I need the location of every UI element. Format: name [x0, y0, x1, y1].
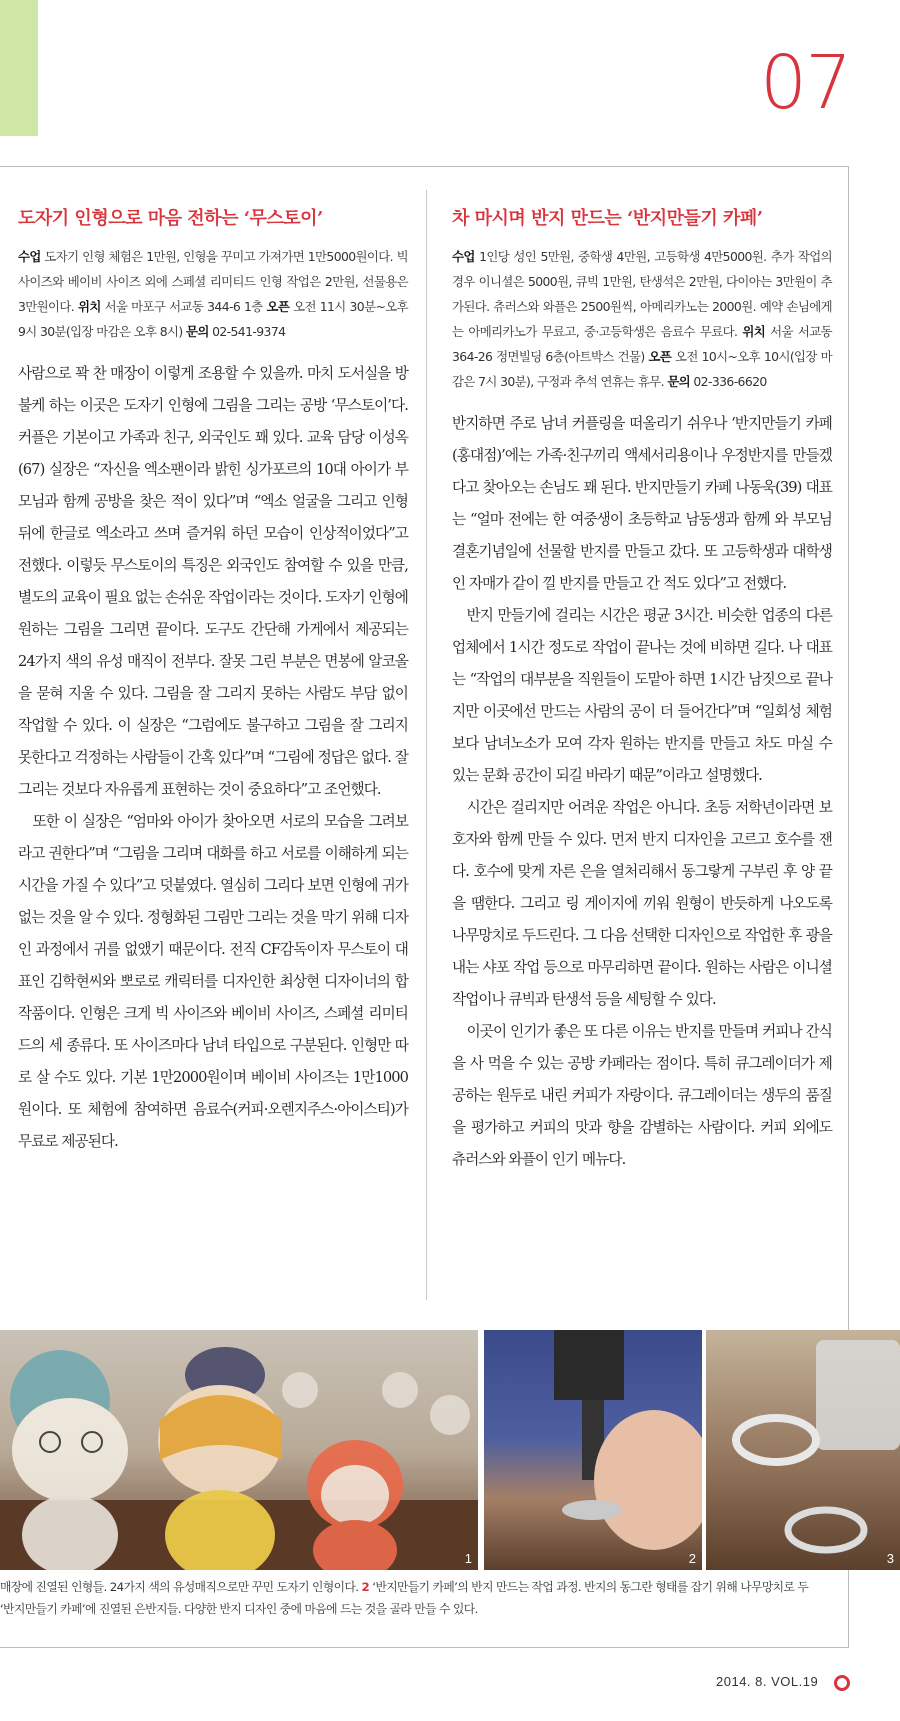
info-value: 02-541-9374 [208, 324, 286, 339]
footer-circle-icon [834, 1675, 850, 1691]
ring-making-illustration [484, 1330, 702, 1570]
body-paragraph: 또한 이 실장은 “엄마와 아이가 찾아오면 서로의 모습을 그려보라고 권한다”며 “그림을 그리며 대화를 하고 서로를 이해하게 되는 시간을 가질 수 있다”고 덧붙였다. 열심히 그리다 보면 인형에 귀가 없는 것을 알 수 있다. 정형화된 그림만 그리는 것을 막기 위해 디자인 과정에서 귀를 없앴기 때문이다. 전직 CF감독이자 무스토이 대표인 김학현씨와 뽀로로 캐릭터를 디자인한 최상현 디자이너의 합작품이다. 인형은 크게 빅 사이즈와 베이비 사이즈, 스페셜 리미티드의 세 종류다. 또 사이즈마다 남녀 타입으로 구분된다. 인형만 따로 살 수도 있다. 기본 1만2000원이며 베이비 사이즈는 1만1000원이다. 또 체험에 참여하면 음료수(커피·오렌지주스·아이스티)가 무료로 제공된다. [18, 813, 408, 1150]
section-color-tab [0, 0, 38, 136]
photo-ring-making [484, 1330, 702, 1570]
info-value: 도자기 인형 체험은 1만원, 인형을 꾸미고 가져가면 1만5000원이다. 빅 사이즈와 베이비 사이즈 외에 스페셜 리미티드 인형 작업은 2만원, 선물용은 3만원이다. [18, 249, 408, 314]
info-label: 오픈 [266, 299, 290, 314]
info-value: 02-336-6620 [690, 374, 767, 389]
right-body [452, 408, 832, 1176]
photo-number: 2 [688, 1551, 696, 1566]
left-column [18, 204, 408, 1158]
info-value: 오전 10시~오후 10시(입장 마감은 7시 30분), 구정과 추석 연휴는 휴무. [452, 349, 832, 389]
photo-caption [0, 1576, 830, 1620]
info-value: 서울 마포구 서교동 344-6 1층 [100, 299, 267, 314]
caption-text: ‘반지만들기 카페’의 반지 만드는 작업 과정. 반지의 동그란 형태를 잡기 위해 나무망치로 두 [369, 1580, 809, 1594]
body-paragraph: 이곳이 인기가 좋은 또 다른 이유는 반지를 만들며 커피나 간식을 사 먹을 수 있는 공방 카페라는 점이다. 특히 큐그레이더가 제공하는 원두로 내린 커피가 자랑이다. 큐그레이더는 생두의 품질을 평가하고 커피의 맛과 향을 감별하는 사람이다. 커피 외에도 츄러스와 와플이 인기 메뉴다. [452, 1023, 832, 1168]
page-number: 07 [760, 40, 851, 126]
body-paragraph: 시간은 걸리지만 어려운 작업은 아니다. 초등 저학년이라면 보호자와 함께 만들 수 있다. 먼저 반지 디자인을 고르고 호수를 잰다. 호수에 맞게 자른 은을 열처리해서 동그랗게 구부린 후 양 끝을 땜한다. 그리고 링 게이지에 끼워 원형이 반듯하게 나오도록 나무망치로 두드린다. 그 다음 선택한 디자인으로 작업한 후 광을 내는 샤포 작업 등으로 마무리하면 끝이다. 원하는 사람은 이니셜 작업이나 큐빅과 탄생석 등을 세팅할 수 있다. [452, 799, 832, 1008]
info-label: 수업 [452, 249, 475, 264]
silver-rings-illustration [706, 1330, 900, 1570]
info-value: 오전 11시 30분~오후 9시 30분(입장 마감은 오후 8시) [18, 299, 408, 339]
info-label: 수업 [18, 249, 41, 264]
right-heading: 차 마시며 반지 만드는 ‘반지만들기 카페’ [452, 208, 763, 229]
caption-line [0, 1576, 830, 1598]
body-paragraph: 반지하면 주로 남녀 커플링을 떠올리기 쉬우나 ‘반지만들기 카페(홍대점)’에는 가족·친구끼리 액세서리용이나 우정반지를 만들겠다고 찾아오는 손님도 꽤 된다. 반지만들기 카페 나동욱(39) 대표는 “얼마 전에는 한 여중생이 초등학교 남동생과 함께 와 부모님 결혼기념일에 선물할 반지를 만들고 갔다. 또 고등학생과 대학생인 자매가 같이 낄 반지를 만들고 간 적도 있다”고 전했다. [452, 415, 832, 592]
info-value: 1인당 성인 5만원, 중학생 4만원, 고등학생 4만5000원. 추가 작업의 경우 이니셜은 5000원, 큐빅 1만원, 탄생석은 2만원, 다이아는 3만원이 추가된다. 츄러스와 와플은 2500원씩, 아메리카노는 2000원. 예약 손님에게는 아메리카노가 무료고, 중·고등학생은 음료수 무료다. [452, 249, 832, 339]
left-info-box [18, 244, 408, 344]
info-label: 문의 [186, 324, 209, 339]
photo-number: 3 [886, 1551, 894, 1566]
photo-ceramic-dolls [0, 1330, 478, 1570]
body-paragraph: 반지 만들기에 걸리는 시간은 평균 3시간. 비슷한 업종의 다른 업체에서 1시간 정도로 작업이 끝나는 것에 비하면 길다. 나 대표는 “작업의 대부분을 직원들이 도맡아 하면 1시간 남짓으로 끝나지만 이곳에선 만드는 사람의 공이 더 들어간다”며 “일회성 체험보다 남녀노소가 모여 각자 원하는 반지를 만들고 차도 마실 수 있는 문화 공간이 되길 바라기 때문”이라고 설명했다. [452, 607, 832, 784]
photo-number: 1 [464, 1551, 472, 1566]
right-info-box [452, 244, 832, 394]
photo-silver-rings [706, 1330, 900, 1570]
left-body [18, 358, 408, 1158]
left-heading: 도자기 인형으로 마음 전하는 ‘무스토이’ [18, 208, 323, 229]
info-label: 문의 [667, 374, 691, 389]
right-column [452, 204, 832, 1176]
column-divider [426, 190, 427, 1300]
photo-strip [0, 1330, 900, 1570]
caption-line: ‘반지만들기 카페’에 진열된 은반지들. 다양한 반지 디자인 중에 마음에 드는 것을 골라 만들 수 있다. [0, 1602, 478, 1616]
info-label: 위치 [77, 299, 101, 314]
info-label: 오픈 [648, 349, 672, 364]
body-paragraph: 사람으로 꽉 찬 매장이 이렇게 조용할 수 있을까. 마치 도서실을 방불케 하는 이곳은 도자기 인형에 그림을 그리는 공방 ‘무스토이’다. 커플은 기본이고 가족과 친구, 외국인도 꽤 있다. 교육 담당 이성옥(67) 실장은 “자신을 엑소팬이라 밝힌 싱가포르의 10대 아이가 부모님과 함께 공방을 찾은 적이 있다”며 “엑소 얼굴을 그리고 인형 뒤에 한글로 엑소라고 쓰며 즐거워 하던 모습이 인상적이었다”고 전했다. 이렇듯 무스토이의 특징은 외국인도 참여할 수 있을 만큼, 별도의 교육이 필요 없는 손쉬운 작업이라는 것이다. 도자기 인형에 원하는 그림을 그리면 끝이다. 도구도 간단해 가게에서 제공되는 24가지 색의 유성 매직이 전부다. 잘못 그린 부분은 면봉에 알코올을 묻혀 지울 수 있다. 그림을 잘 그리지 못하는 사람도 부담 없이 작업할 수 있다. 이 실장은 “그럼에도 불구하고 그림을 잘 그리지 못한다고 걱정하는 사람들이 간혹 있다”며 “그림에 정답은 없다. 잘 그리는 것보다 자유롭게 표현하는 것이 중요하다”고 조언했다. [18, 365, 408, 798]
ceramic-dolls-illustration [0, 1330, 478, 1570]
info-label: 위치 [742, 324, 766, 339]
caption-text: 매장에 진열된 인형들. 24가지 색의 유성매직으로만 꾸민 도자기 인형이다. [0, 1580, 362, 1594]
info-value: 서울 서교동 364-26 정면빌딩 6층(아트박스 건물) [452, 324, 832, 364]
footer-issue: 2014. 8. VOL.19 [716, 1674, 819, 1689]
caption-number: 2 [361, 1580, 370, 1594]
